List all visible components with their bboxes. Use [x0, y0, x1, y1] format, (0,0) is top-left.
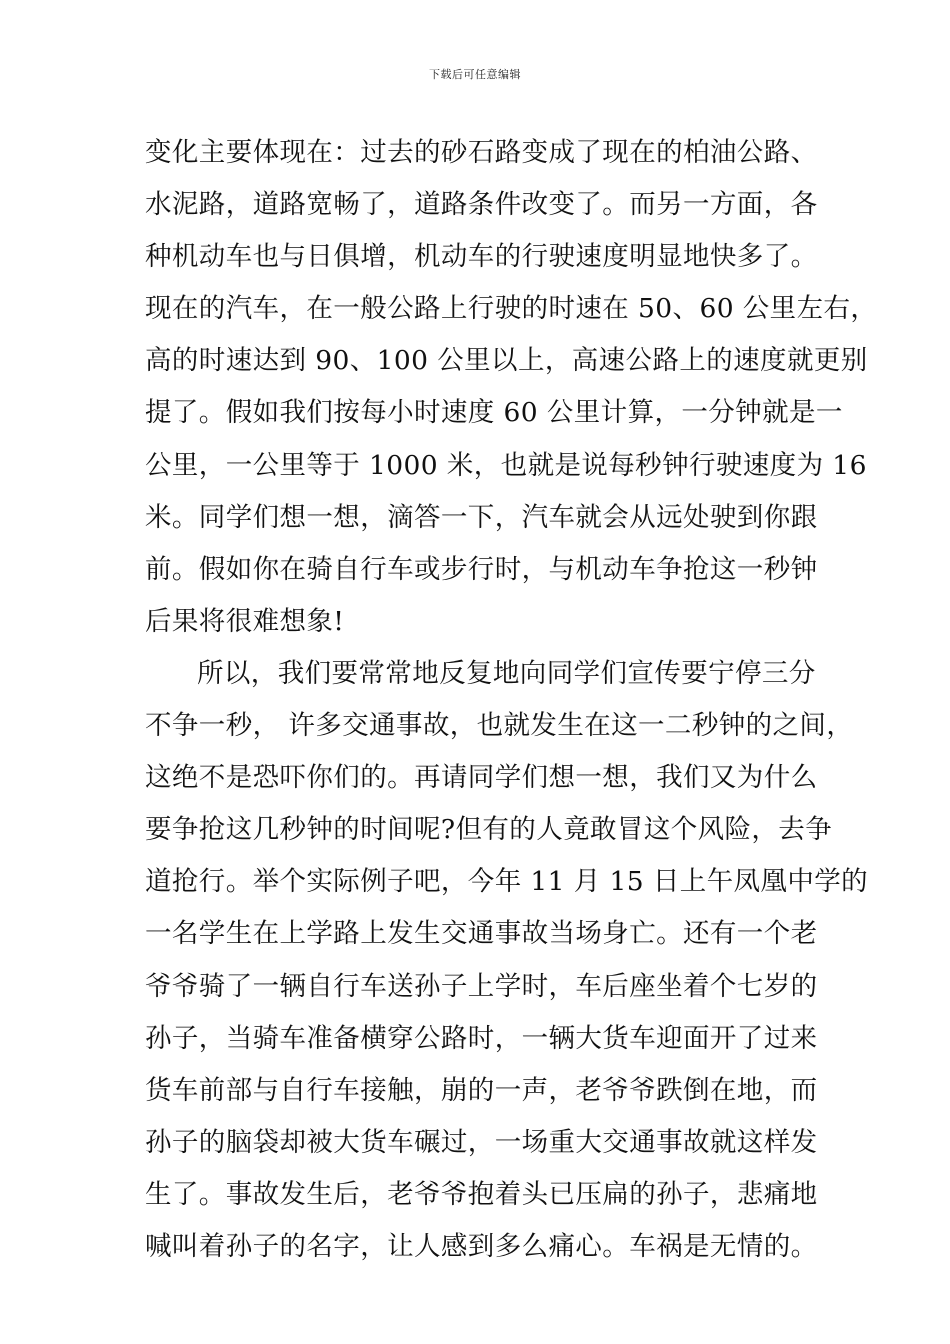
- text-line: 要争抢这几秒钟的时间呢?但有的人竟敢冒这个风险，去争: [145, 814, 833, 846]
- text-line: 爷爷骑了一辆自行车送孙子上学时，车后座坐着个七岁的: [145, 970, 818, 1002]
- text-line: 喊叫着孙子的名字，让人感到多么痛心。车祸是无情的。: [145, 1230, 818, 1262]
- text-line: 不争一秒， 许多交通事故，也就发生在这一二秒钟的之间，: [145, 710, 854, 742]
- text-line: 货车前部与自行车接触，崩的一声，老爷爷跌倒在地，而: [145, 1074, 818, 1106]
- paragraph-start-line: 所以，我们要常常地反复地向同学们宣传要宁停三分: [197, 657, 816, 689]
- text-line: 米。同学们想一想，滴答一下，汽车就会从远处驶到你跟: [145, 501, 818, 533]
- text-line: 一名学生在上学路上发生交通事故当场身亡。还有一个老: [145, 918, 818, 950]
- text-line: 现在的汽车，在一般公路上行驶的时速在 50、60 公里左右，: [145, 293, 878, 325]
- text-line: 孙子，当骑车准备横穿公路时，一辆大货车迎面开了过来: [145, 1022, 818, 1054]
- text-line: 前。假如你在骑自行车或步行时，与机动车争抢这一秒钟: [145, 553, 818, 585]
- page-header: 下载后可任意编辑: [429, 68, 521, 81]
- text-line: 高的时速达到 90、100 公里以上，高速公路上的速度就更别: [145, 345, 868, 377]
- text-line: 提了。假如我们按每小时速度 60 公里计算，一分钟就是一: [145, 397, 843, 429]
- text-line: 种机动车也与日俱增，机动车的行驶速度明显地快多了。: [145, 241, 818, 273]
- text-line: 这绝不是恐吓你们的。再请同学们想一想，我们又为什么: [145, 762, 818, 794]
- text-line: 公里，一公里等于 1000 米，也就是说每秒钟行驶速度为 16: [145, 449, 867, 481]
- document-body: [145, 127, 878, 1273]
- text-line: 道抢行。举个实际例子吧，今年 11 月 15 日上午凤凰中学的: [145, 866, 869, 898]
- text-line: 水泥路，道路宽畅了，道路条件改变了。而另一方面，各: [145, 189, 818, 221]
- text-line: 孙子的脑袋却被大货车碾过，一场重大交通事故就这样发: [145, 1126, 818, 1158]
- text-line: 变化主要体现在：过去的砂石路变成了现在的柏油公路、: [145, 137, 818, 168]
- text-line: 生了。事故发生后，老爷爷抱着头已压扁的孙子，悲痛地: [145, 1178, 818, 1210]
- text-line: 后果将很难想象!: [145, 605, 345, 637]
